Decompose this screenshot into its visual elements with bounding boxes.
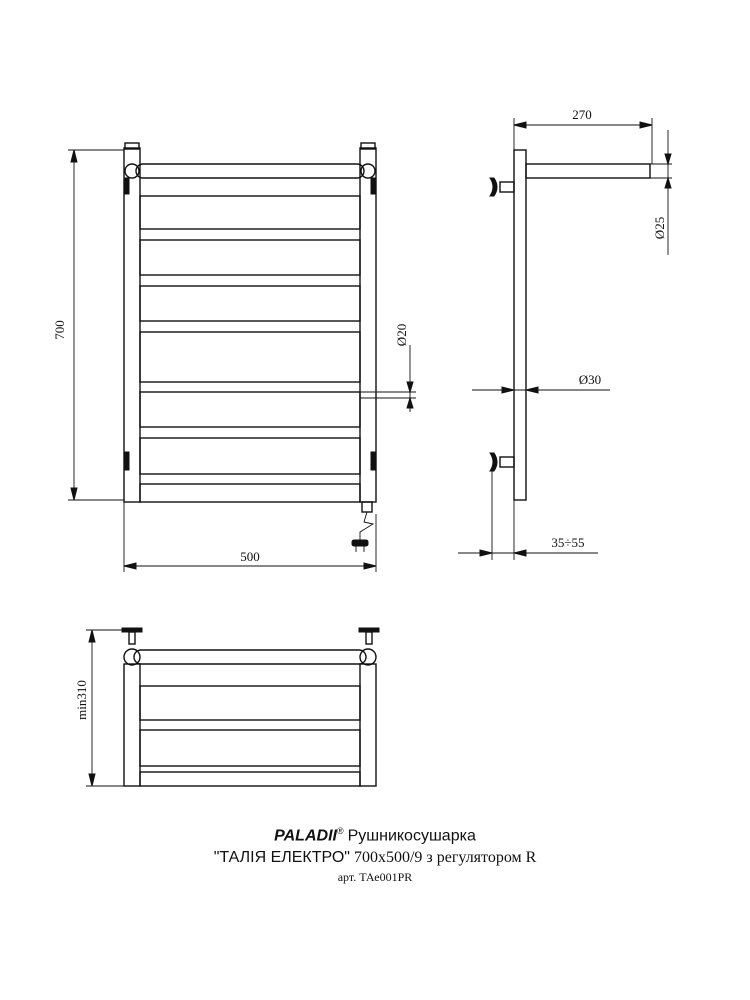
left-bottom-mount <box>124 452 129 470</box>
dim-rail-diameter-label: Ø20 <box>394 323 409 347</box>
rung-7 <box>140 484 360 502</box>
front-view <box>52 143 416 572</box>
dim-depth <box>514 107 652 164</box>
electric-plug-icon <box>352 540 368 552</box>
dim-rail-diameter <box>360 324 416 412</box>
dim-mount-diameter-label: Ø25 <box>652 216 667 240</box>
right-top-mount <box>371 178 376 194</box>
top-view-rung-1 <box>140 686 360 720</box>
dim-wall-gap-label: 35÷55 <box>551 535 585 550</box>
bottom-wall-bracket <box>490 453 514 471</box>
dim-width-label: 500 <box>240 549 260 564</box>
brand-name: PALADII <box>274 827 337 845</box>
caption-line-1 <box>0 820 750 847</box>
side-view <box>458 107 672 560</box>
right-post <box>360 148 376 502</box>
dim-min-depth-label: min310 <box>74 680 89 720</box>
heater-outlet <box>362 502 372 512</box>
top-wall-bracket <box>490 178 514 196</box>
left-post <box>124 148 140 502</box>
rung-4 <box>140 332 360 382</box>
dim-height <box>52 150 124 500</box>
article-number: арт. ТАе001PR <box>337 870 413 885</box>
heater-cable <box>360 512 373 540</box>
top-view-left-post <box>124 664 140 786</box>
registered-mark-icon: ® <box>336 826 344 836</box>
dim-depth-label: 270 <box>572 107 592 122</box>
model-spec: 700x500/9 з регулятором R <box>353 849 537 867</box>
top-view-left-bracket <box>124 649 140 665</box>
left-wall-mount <box>122 628 142 644</box>
rung-3 <box>140 286 360 321</box>
model-name: "ТАЛІЯ ЕЛЕКТРО" <box>213 849 350 867</box>
top-view-rung-2 <box>140 730 360 766</box>
right-top-bracket <box>361 164 375 178</box>
left-top-bracket <box>125 164 139 178</box>
side-vertical-tube <box>514 150 526 500</box>
right-bottom-mount <box>371 452 376 470</box>
left-top-mount <box>124 178 129 194</box>
rung-6 <box>140 438 360 474</box>
dim-mount-diameter <box>650 130 672 255</box>
top-view-rung-3 <box>140 772 360 786</box>
dim-min-depth <box>74 630 124 786</box>
dim-wall-gap <box>458 467 598 560</box>
top-view-right-post <box>360 664 376 786</box>
dim-frame-diameter-label: Ø30 <box>578 372 602 387</box>
dim-width <box>124 502 376 572</box>
rung-5 <box>140 392 360 427</box>
dim-frame-diameter <box>472 372 610 393</box>
product-type: Рушникосушарка <box>347 827 476 845</box>
rung-1 <box>140 196 360 229</box>
product-caption <box>0 820 750 885</box>
side-top-arm <box>526 164 650 178</box>
top-view-right-bracket <box>360 649 376 665</box>
caption-line-2 <box>0 847 750 869</box>
dim-height-label: 700 <box>52 320 67 340</box>
right-wall-mount <box>359 628 379 644</box>
rung-2 <box>140 240 360 275</box>
top-view-rail <box>134 650 366 664</box>
top-view <box>74 628 379 786</box>
top-rail <box>136 164 364 178</box>
